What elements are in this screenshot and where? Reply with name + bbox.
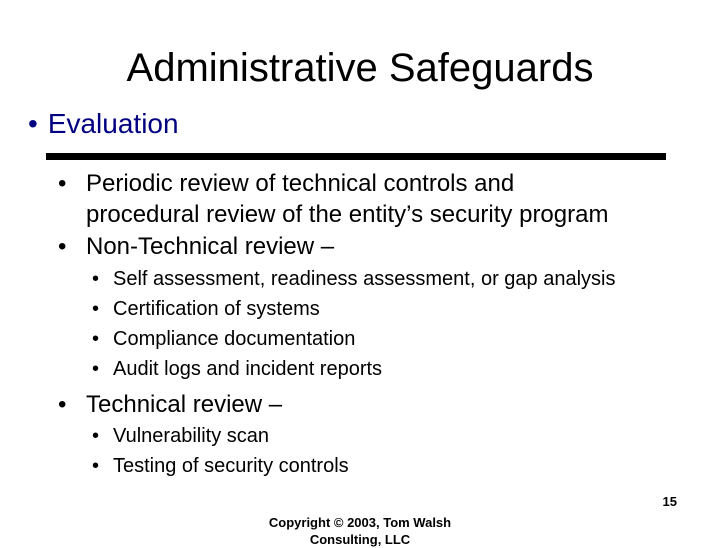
bullet: •	[92, 328, 100, 350]
sub-list-item-text: Certification of systems	[113, 298, 320, 320]
section-heading	[28, 106, 179, 142]
list-item-text: procedural review of the entity’s security program	[86, 201, 609, 228]
page-number: 15	[662, 494, 677, 509]
bullet: •	[92, 455, 100, 477]
list-item-text: Technical review –	[86, 391, 283, 418]
sub-list-item-text: Self assessment, readiness assessment, or gap analysis	[113, 268, 616, 290]
footer-line: Consulting, LLC	[309, 532, 411, 547]
bullet: •	[58, 391, 67, 418]
list-item-text: Periodic review of technical controls and	[86, 170, 515, 197]
bullet: •	[92, 298, 100, 320]
sub-list-item-text: Compliance documentation	[113, 328, 356, 350]
bullet: •	[58, 233, 67, 260]
bullet: •	[92, 425, 100, 447]
footer-copyright	[230, 514, 490, 548]
bullet: •	[92, 268, 100, 290]
sub-list-item-text: Testing of security controls	[113, 455, 349, 477]
sub-list-item-text: Vulnerability scan	[113, 425, 270, 447]
bullet: •	[58, 170, 67, 197]
sub-list-item-text: Audit logs and incident reports	[113, 358, 383, 380]
footer-line: Copyright © 2003, Tom Walsh	[268, 515, 452, 530]
bullet: •	[28, 108, 38, 139]
list-item-text: Non-Technical review –	[86, 233, 335, 260]
bullet: •	[92, 358, 100, 380]
divider-line	[46, 153, 666, 160]
section-label: Evaluation	[47, 108, 179, 139]
slide-title: Administrative Safeguards	[126, 46, 594, 90]
